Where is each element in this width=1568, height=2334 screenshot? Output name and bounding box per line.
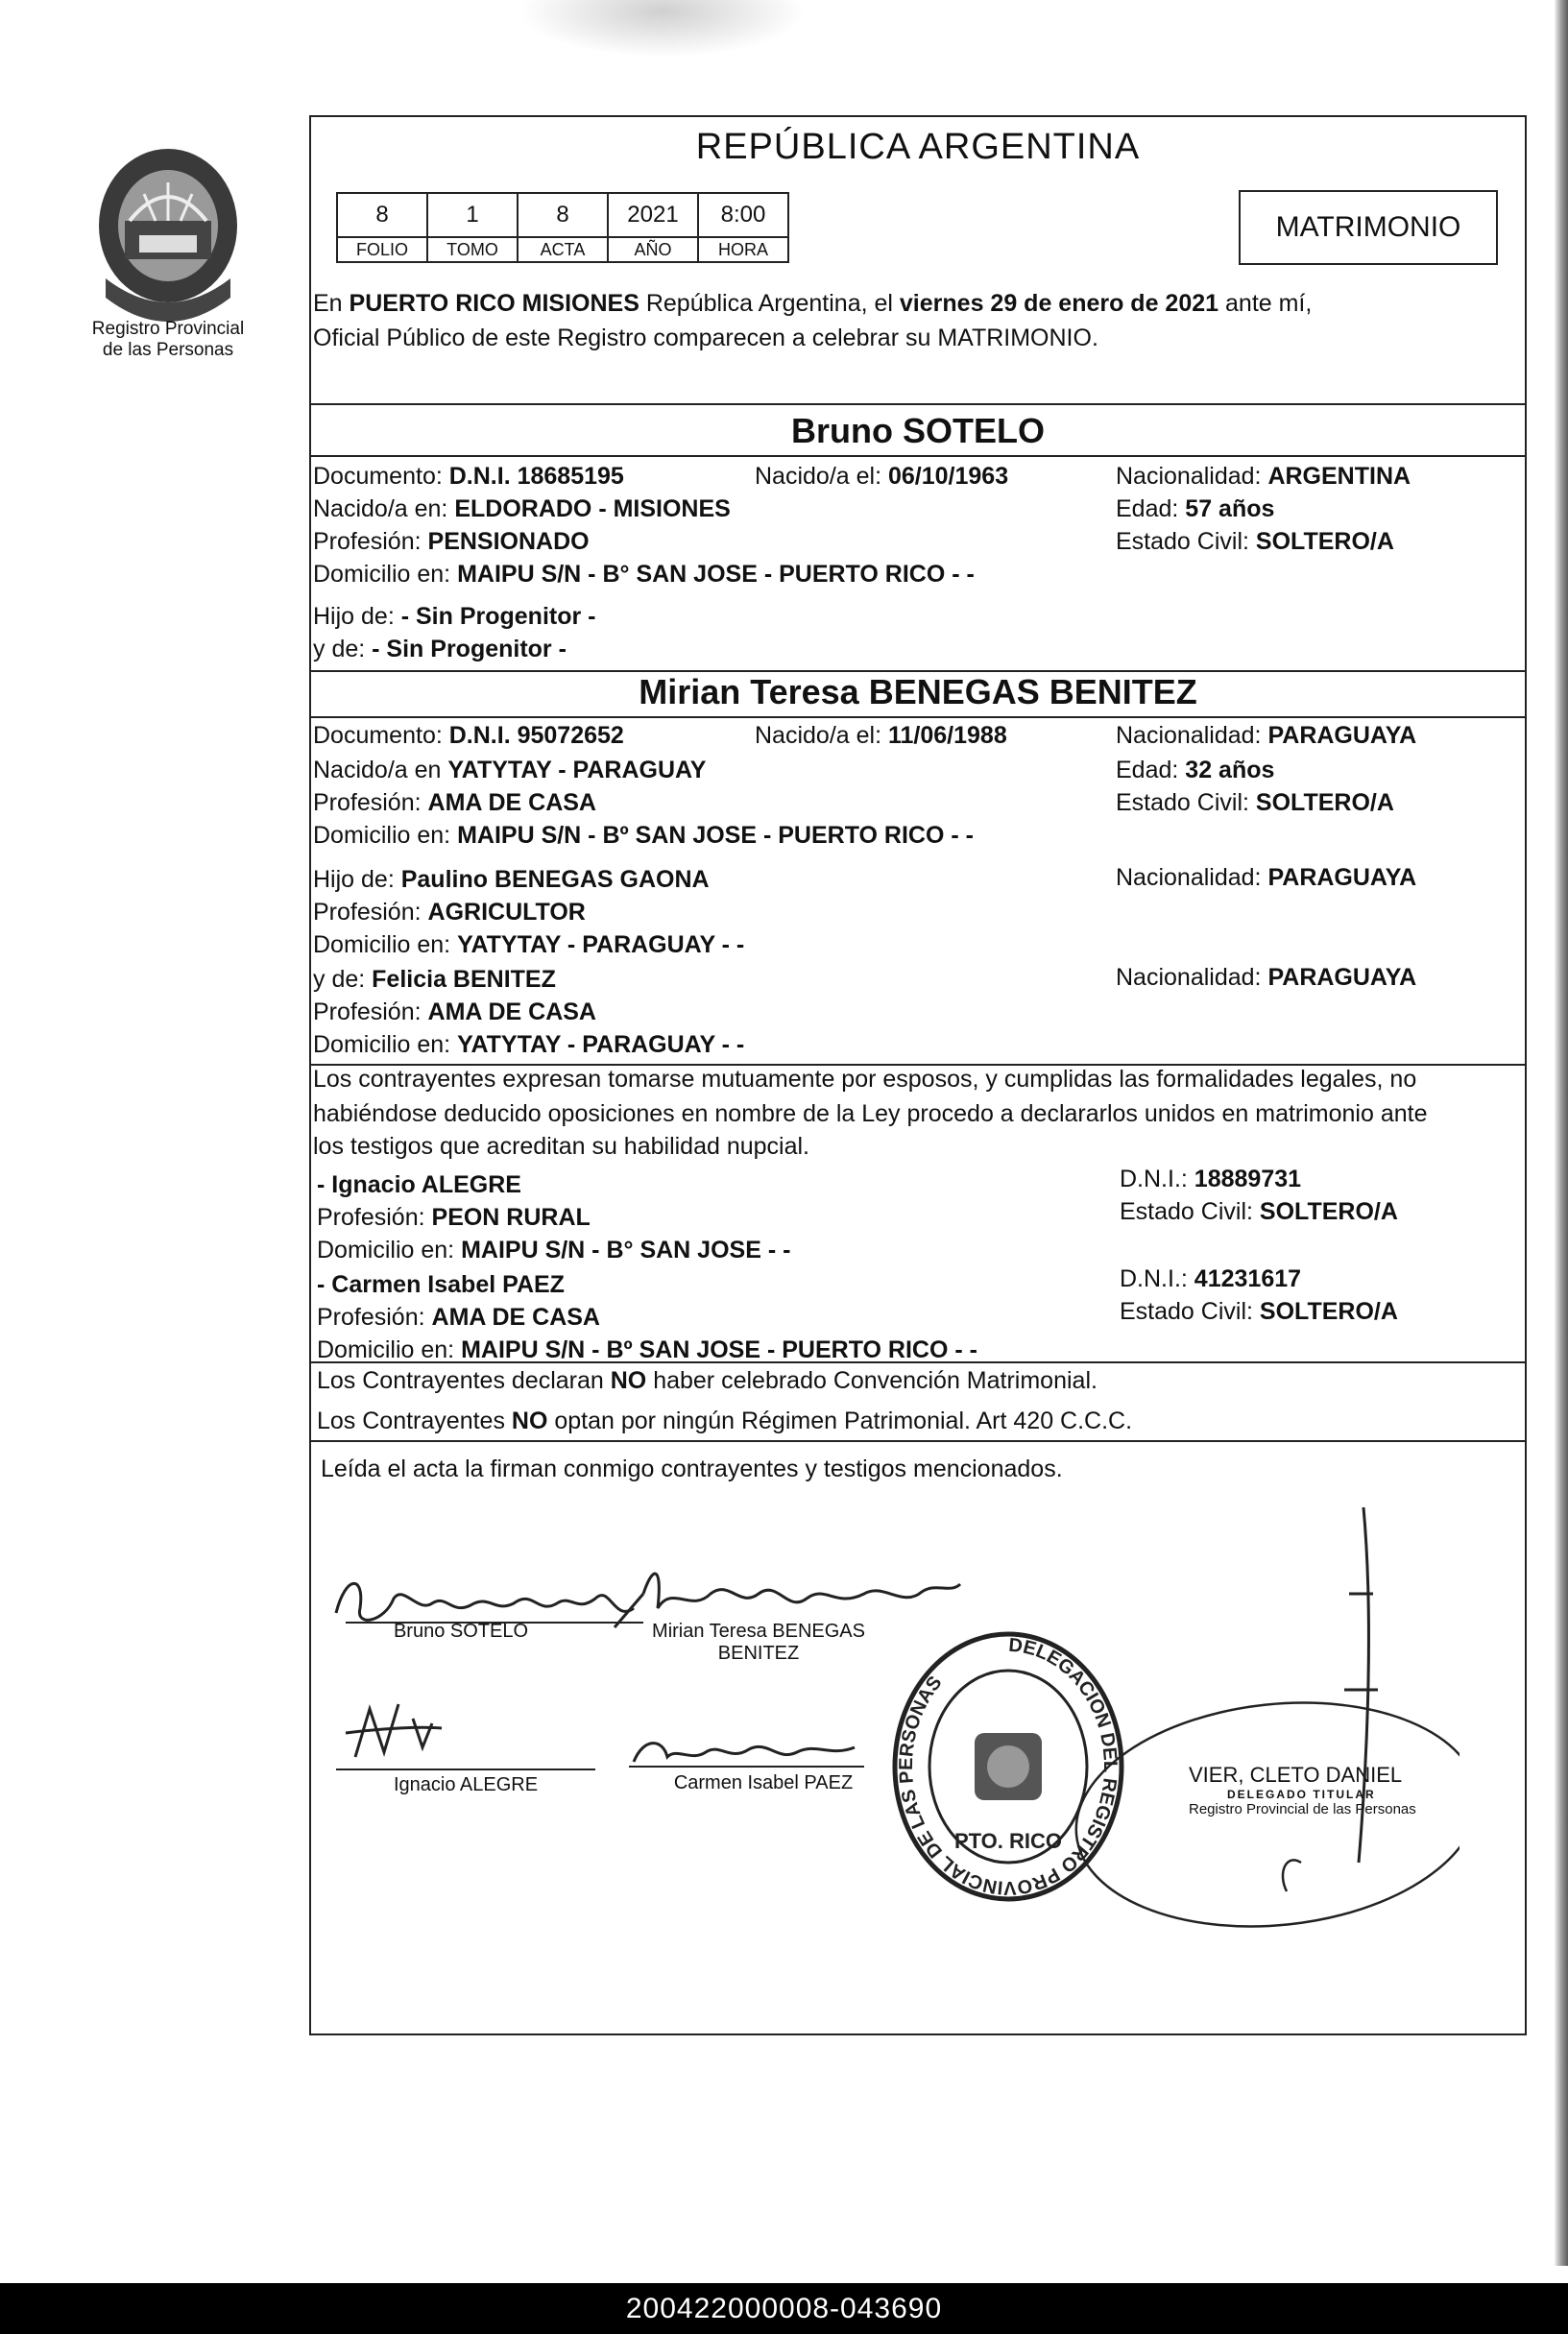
profession-label: Profesión: <box>313 899 422 926</box>
nationality-label: Nacionalidad: <box>1116 722 1262 749</box>
witness1-address <box>317 1237 790 1264</box>
spouse2-birthplace <box>313 757 706 784</box>
father-label: Hijo de: <box>313 866 395 893</box>
nationality-value: PARAGUAYA <box>1267 722 1417 749</box>
regime-line-2 <box>317 1408 1132 1435</box>
divider <box>309 1440 1527 1442</box>
spouse1-age <box>1116 495 1274 523</box>
folio-value: 8 <box>337 193 427 237</box>
age-value: 57 años <box>1185 495 1275 522</box>
age-value: 32 años <box>1185 757 1275 783</box>
civil-label: Estado Civil: <box>1120 1298 1253 1325</box>
spouse2-birthdate <box>755 722 1007 750</box>
folio-label: FOLIO <box>337 237 427 262</box>
signature-name-mirian-line1: Mirian Teresa BENEGAS <box>652 1621 865 1642</box>
witness2-address <box>317 1336 977 1364</box>
spouse2-profession <box>313 789 596 817</box>
regime-no: NO <box>610 1367 647 1394</box>
spouse2-address <box>313 822 974 850</box>
dni-value: 18889731 <box>1194 1166 1302 1192</box>
tomo-label: TOMO <box>427 237 518 262</box>
scan-edge-shadow <box>1555 0 1568 2266</box>
doc-value: D.N.I. 18685195 <box>448 463 624 490</box>
regime-text: Los Contrayentes declaran <box>317 1367 611 1394</box>
father-value: - Sin Progenitor - <box>400 603 596 630</box>
divider <box>309 716 1527 718</box>
witness2-civil <box>1120 1298 1398 1326</box>
spouse2-mother <box>313 966 556 994</box>
regime-line-1 <box>317 1367 1098 1395</box>
witness2-signature-scribble <box>624 1728 874 1776</box>
divider <box>309 1361 1527 1363</box>
spouse1-name: Bruno SOTELO <box>791 411 1045 450</box>
spouse1-father <box>313 603 596 631</box>
intro-line-2: Oficial Público de este Registro comparecen a celebrar su MATRIMONIO. <box>313 325 1098 351</box>
dni-value: 41231617 <box>1194 1265 1302 1292</box>
address-label: Domicilio en: <box>313 1031 451 1058</box>
profession-value: PEON RURAL <box>431 1204 591 1231</box>
spouse1-doc <box>313 463 624 491</box>
nationality-label: Nacionalidad: <box>1116 463 1262 490</box>
declaration-line-1: Los contrayentes expresan tomarse mutuamente por esposos, y cumplidas las formalidades legales, no <box>313 1066 1417 1093</box>
birthdate-label: Nacido/a el: <box>755 722 882 749</box>
spouse2-age <box>1116 757 1274 784</box>
record-type: MATRIMONIO <box>1275 211 1461 243</box>
signature-name-carmen: Carmen Isabel PAEZ <box>673 1772 854 1793</box>
regime-no: NO <box>511 1408 548 1434</box>
nationality-value: ARGENTINA <box>1267 463 1411 490</box>
spouse1-birthdate <box>755 463 1008 491</box>
intro-text-2: República Argentina, el <box>639 290 900 317</box>
document-id: 200422000008-043690 <box>625 2293 943 2324</box>
declaration-line-3: los testigos que acreditan su habilidad nupcial. <box>313 1133 810 1160</box>
address-label: Domicilio en: <box>317 1237 455 1263</box>
birthplace-label: Nacido/a en: <box>313 495 448 522</box>
address-value: MAIPU S/N - B° SAN JOSE - - <box>461 1237 791 1263</box>
spouse1-profession <box>313 528 590 556</box>
spouse2-name: Mirian Teresa BENEGAS BENITEZ <box>639 672 1197 711</box>
nationality-label: Nacionalidad: <box>1116 864 1262 891</box>
spouse2-father-address <box>313 931 744 959</box>
nationality-value: PARAGUAYA <box>1267 864 1417 891</box>
profession-value: AMA DE CASA <box>427 999 596 1025</box>
witness1-signature-scribble <box>326 1690 615 1767</box>
witness2-name <box>317 1271 565 1299</box>
hora-label: HORA <box>698 237 788 262</box>
seal-center-text: PTO. RICO <box>953 1829 1063 1853</box>
age-label: Edad: <box>1116 757 1179 783</box>
acta-label: ACTA <box>518 237 608 262</box>
witness2-dni <box>1120 1265 1301 1293</box>
nationality-value: PARAGUAYA <box>1267 964 1417 991</box>
country-title: REPÚBLICA ARGENTINA <box>695 127 1141 167</box>
profession-label: Profesión: <box>313 789 422 816</box>
profession-label: Profesión: <box>317 1204 425 1231</box>
signature-name-mirian <box>634 1621 883 1665</box>
witness-name-value: - Ignacio ALEGRE <box>317 1171 521 1198</box>
spouse2-father-nationality <box>1116 864 1416 892</box>
official-stamp <box>1189 1763 1458 1817</box>
spouse2-doc <box>313 722 624 750</box>
signature-name-mirian-line2: BENITEZ <box>717 1643 800 1664</box>
seal-ring-text: DELEGACION DEL REGISTRO PROVINCIAL DE LAS PERSONAS <box>895 1634 1121 1899</box>
address-label: Domicilio en: <box>313 822 451 849</box>
father-value: Paulino BENEGAS GAONA <box>400 866 710 893</box>
address-value: MAIPU S/N - B° SAN JOSE - PUERTO RICO - - <box>457 561 975 588</box>
birthplace-label: Nacido/a en <box>313 757 442 783</box>
emblem-org-line2: de las Personas <box>102 340 234 360</box>
document-id-bar <box>0 2283 1568 2334</box>
intro-text-3: ante mí, <box>1218 290 1313 317</box>
civil-value: SOLTERO/A <box>1259 1198 1398 1225</box>
spouse1-birthplace <box>313 495 731 523</box>
birthplace-value: YATYTAY - PARAGUAY <box>447 757 707 783</box>
spouse2-mother-address <box>313 1031 744 1059</box>
scan-smudge <box>519 0 807 58</box>
birthdate-value: 11/06/1988 <box>887 722 1007 749</box>
hora-value: 8:00 <box>698 193 788 237</box>
doc-label: Documento: <box>313 722 443 749</box>
spouse2-mother-nationality <box>1116 964 1416 992</box>
divider <box>309 455 1527 457</box>
civil-value: SOLTERO/A <box>1259 1298 1398 1325</box>
emblem-caption <box>67 319 269 361</box>
spouse1-civil <box>1116 528 1394 556</box>
address-value: MAIPU S/N - Bº SAN JOSE - PUERTO RICO - - <box>461 1336 977 1363</box>
anio-value: 2021 <box>608 193 698 237</box>
witness1-civil <box>1120 1198 1398 1226</box>
civil-label: Estado Civil: <box>1116 528 1249 555</box>
intro-line-1 <box>313 290 1312 318</box>
spouse1-nationality <box>1116 463 1411 491</box>
official-org: Registro Provincial de las Personas <box>1189 1801 1416 1817</box>
father-label: Hijo de: <box>313 603 395 630</box>
dni-label: D.N.I.: <box>1120 1265 1188 1292</box>
intro-date: viernes 29 de enero de 2021 <box>899 290 1219 317</box>
birthplace-value: ELDORADO - MISIONES <box>454 495 731 522</box>
spouse2-father-profession <box>313 899 586 926</box>
witness1-dni <box>1120 1166 1301 1193</box>
intro-place: PUERTO RICO MISIONES <box>349 290 639 317</box>
address-label: Domicilio en: <box>313 931 451 958</box>
witness1-profession <box>317 1204 591 1232</box>
birthdate-value: 06/10/1963 <box>887 463 1009 490</box>
official-signature-scribble <box>1056 1498 1459 1939</box>
doc-value: D.N.I. 95072652 <box>448 722 624 749</box>
record-number-table <box>336 192 789 263</box>
dni-label: D.N.I.: <box>1120 1166 1188 1192</box>
age-label: Edad: <box>1116 495 1179 522</box>
divider <box>309 403 1527 405</box>
civil-label: Estado Civil: <box>1116 789 1249 816</box>
mother-label: y de: <box>313 636 366 662</box>
spouse1-address <box>313 561 975 589</box>
spouse2-mother-profession <box>313 999 596 1026</box>
nationality-label: Nacionalidad: <box>1116 964 1262 991</box>
profession-value: AMA DE CASA <box>427 789 596 816</box>
address-value: YATYTAY - PARAGUAY - - <box>457 931 745 958</box>
address-value: MAIPU S/N - Bº SAN JOSE - PUERTO RICO - - <box>457 822 974 849</box>
witness1-name <box>317 1171 521 1199</box>
signature-name-bruno: Bruno SOTELO <box>393 1621 529 1642</box>
official-name: VIER, CLETO DANIEL <box>1189 1763 1403 1787</box>
doc-label: Documento: <box>313 463 443 490</box>
birthdate-label: Nacido/a el: <box>755 463 882 490</box>
mother-label: y de: <box>313 966 366 993</box>
official-role: DELEGADO TITULAR <box>1227 1788 1376 1801</box>
spouse2-civil <box>1116 789 1394 817</box>
civil-label: Estado Civil: <box>1120 1198 1253 1225</box>
regime-text: haber celebrado Convención Matrimonial. <box>646 1367 1098 1394</box>
emblem-org-line1: Registro Provincial <box>91 319 245 339</box>
closing-text: Leída el acta la firman conmigo contrayentes y testigos mencionados. <box>321 1456 1063 1482</box>
profession-value: AGRICULTOR <box>427 899 586 926</box>
address-value: YATYTAY - PARAGUAY - - <box>457 1031 745 1058</box>
civil-value: SOLTERO/A <box>1255 528 1394 555</box>
witness2-profession <box>317 1304 600 1332</box>
civil-value: SOLTERO/A <box>1255 789 1394 816</box>
mother-value: - Sin Progenitor - <box>372 636 567 662</box>
regime-text: optan por ningún Régimen Patrimonial. Art 420 C.C.C. <box>547 1408 1133 1434</box>
profession-label: Profesión: <box>313 528 422 555</box>
regime-text: Los Contrayentes <box>317 1408 512 1434</box>
record-type-box <box>1239 190 1498 265</box>
witness-name-value: - Carmen Isabel PAEZ <box>317 1271 565 1298</box>
profession-value: PENSIONADO <box>427 528 590 555</box>
anio-label: AÑO <box>608 237 698 262</box>
spouse1-mother <box>313 636 567 663</box>
tomo-value: 1 <box>427 193 518 237</box>
profession-value: AMA DE CASA <box>431 1304 600 1331</box>
intro-text-1: En <box>313 290 350 317</box>
address-label: Domicilio en: <box>313 561 451 588</box>
address-label: Domicilio en: <box>317 1336 455 1363</box>
signature-name-ignacio: Ignacio ALEGRE <box>393 1774 539 1795</box>
declaration-line-2: habiéndose deducido oposiciones en nombre de la Ley procedo a declararlos unidos en matrimonio ante <box>313 1100 1428 1127</box>
profession-label: Profesión: <box>313 999 422 1025</box>
spouse2-nationality <box>1116 722 1416 750</box>
mother-value: Felicia BENITEZ <box>372 966 556 993</box>
spouse2-father <box>313 866 710 894</box>
acta-value: 8 <box>518 193 608 237</box>
signature-line <box>336 1769 595 1770</box>
profession-label: Profesión: <box>317 1304 425 1331</box>
